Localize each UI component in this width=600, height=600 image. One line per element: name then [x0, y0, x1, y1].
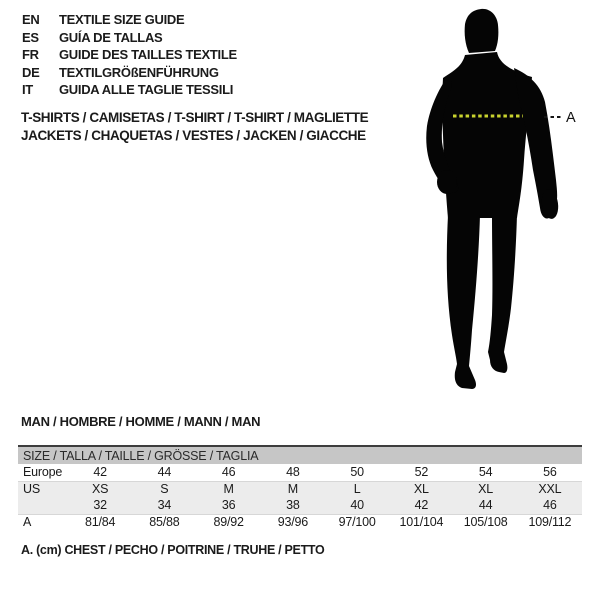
language-row-fr: [22, 46, 237, 64]
language-list: [22, 11, 237, 99]
silhouette-right-leg: [488, 215, 517, 373]
size-cell: 38: [286, 498, 300, 513]
size-cell: 101/104: [399, 515, 444, 530]
table-row: [18, 464, 582, 481]
size-cell: 46: [221, 465, 236, 480]
silhouette-left-hand: [437, 170, 457, 194]
size-cell: XL: [413, 482, 429, 497]
size-cell: 46: [543, 498, 557, 513]
size-cell: M: [223, 482, 234, 497]
size-cell: 40: [350, 498, 364, 513]
size-cell: 81/84: [84, 515, 116, 530]
size-cell: 109/112: [528, 515, 572, 530]
language-code: FR: [22, 47, 39, 63]
size-table-body: [18, 464, 582, 530]
silhouette-left-leg: [447, 215, 480, 389]
size-cell: 44: [478, 498, 493, 513]
size-table-header: SIZE / TALLA / TAILLE / GRÖSSE / TAGLIA: [18, 447, 582, 464]
category-tshirts: T-SHIRTS / CAMISETAS / T-SHIRT / T-SHIRT / MAGLIETTE: [21, 110, 369, 125]
language-code: IT: [22, 82, 33, 98]
size-cell: 97/100: [338, 515, 376, 530]
row-label: US: [23, 482, 40, 497]
man-silhouette-svg: [400, 0, 600, 420]
size-cell: 36: [221, 498, 236, 513]
language-row-en: [22, 11, 237, 29]
garment-categories: [21, 109, 368, 145]
language-row-it: [22, 81, 237, 99]
language-code: ES: [22, 29, 39, 45]
size-cell: XXL: [538, 482, 562, 497]
size-cell: 48: [286, 465, 300, 480]
language-row-de: [22, 64, 237, 82]
size-cell: S: [160, 482, 169, 497]
language-title: TEXTILE SIZE GUIDE: [59, 12, 185, 28]
size-cell: 56: [543, 465, 557, 480]
category-jackets: JACKETS / CHAQUETAS / VESTES / JACKEN / GIACCHE: [21, 128, 366, 143]
table-row: [18, 481, 582, 498]
size-cell: 50: [350, 465, 364, 480]
language-code: EN: [22, 12, 40, 28]
language-title: GUIDA ALLE TAGLIE TESSILI: [59, 82, 234, 98]
measure-label-a: A: [566, 110, 576, 126]
size-cell: 52: [414, 465, 429, 480]
size-cell: L: [353, 482, 361, 497]
size-cell: 89/92: [213, 515, 244, 530]
size-cell: 42: [414, 498, 429, 513]
size-cell: 42: [93, 465, 107, 480]
size-cell: 32: [93, 498, 107, 513]
language-title: GUIDE DES TAILLES TEXTILE: [59, 47, 237, 63]
language-row-es: [22, 29, 237, 47]
silhouette-head: [465, 9, 499, 53]
size-cell: 44: [157, 465, 172, 480]
row-label: Europe: [23, 465, 63, 480]
silhouette-shapes: [426, 9, 560, 389]
table-row: [18, 497, 582, 514]
size-cell: 54: [478, 465, 493, 480]
row-label: A: [23, 515, 32, 530]
table-row: [18, 514, 582, 531]
man-silhouette-figure: [400, 0, 600, 420]
size-table: [18, 445, 582, 530]
size-cell: 105/108: [463, 515, 508, 530]
measurement-footnote: A. (cm) CHEST / PECHO / POITRINE / TRUHE / PETTO: [21, 543, 325, 557]
section-title-man: MAN / HOMBRE / HOMME / MANN / MAN: [21, 414, 261, 429]
size-cell: XL: [478, 482, 494, 497]
size-cell: M: [287, 482, 298, 497]
language-code: DE: [22, 64, 40, 80]
language-title: TEXTILGRÖßENFÜHRUNG: [59, 64, 219, 80]
size-cell: XS: [91, 482, 109, 497]
size-cell: 93/96: [277, 515, 309, 530]
size-cell: 34: [157, 498, 172, 513]
size-cell: 85/88: [149, 515, 180, 530]
language-title: GUÍA DE TALLAS: [59, 29, 163, 45]
